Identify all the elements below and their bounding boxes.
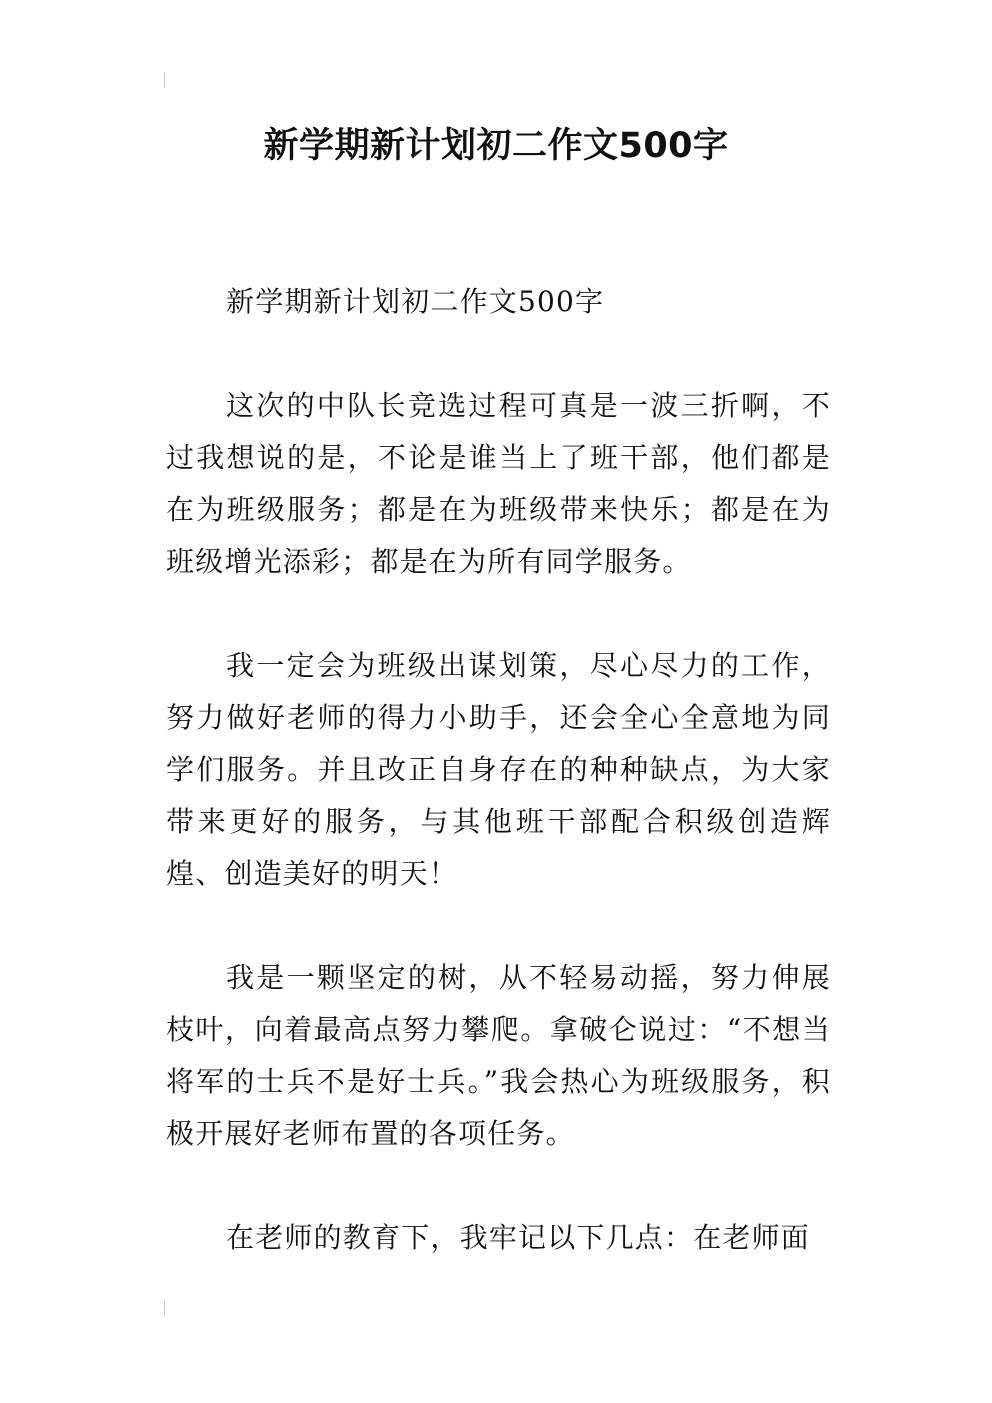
page-corner-mark-top — [164, 72, 165, 88]
paragraph: 这次的中队长竞选过程可真是一波三折啊，不过我想说的是，不论是谁当上了班干部，他们都是在为班级服务；都是在为班级带来快乐；都是在为班级增光添彩；都是在为所有同学服务。 — [166, 389, 831, 578]
paragraph: 我是一颗坚定的树，从不轻易动摇，努力伸展枝叶，向着最高点努力攀爬。拿破仑说过：“不想当将军的士兵不是好士兵。”我会热心为班级服务，积极开展好老师布置的各项任务。 — [166, 961, 831, 1150]
document-title: 新学期新计划初二作文500字 — [263, 126, 729, 166]
paragraph-subtitle: 新学期新计划初二作文500字 — [226, 285, 605, 318]
paragraph: 在老师的教育下，我牢记以下几点：在老师面 — [226, 1221, 811, 1254]
document-body — [166, 276, 831, 1316]
paragraph: 我一定会为班级出谋划策，尽心尽力的工作，努力做好老师的得力小助手，还会全心全意地为同学们服务。并且改正自身存在的种种缺点，为大家带来更好的服务，与其他班干部配合积级创造辉煌、创造美好的明天！ — [166, 649, 831, 890]
page-corner-mark-bottom — [164, 1300, 165, 1316]
